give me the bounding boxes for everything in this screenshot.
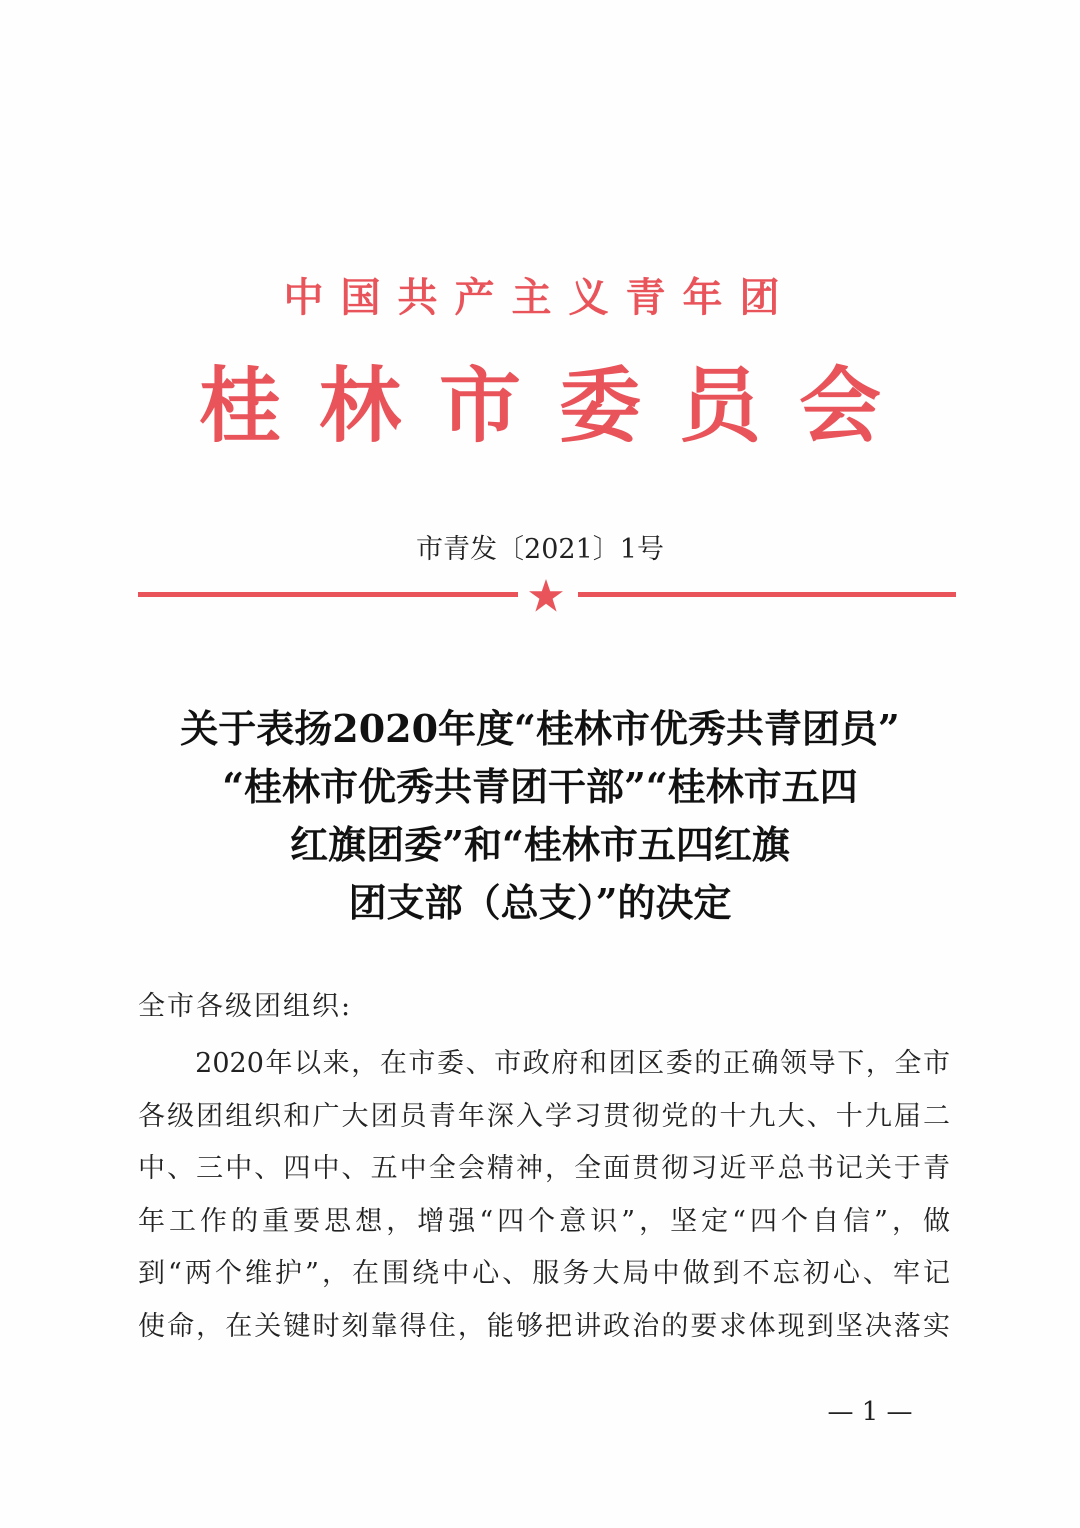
body-line: 中、三中、四中、五中全会精神，全面贯彻习近平总书记关于青 <box>138 1153 950 1184</box>
title-line: 关于表扬2020年度“桂林市优秀共青团员” <box>180 706 900 751</box>
body-line: 到“两个维护”，在围绕中心、服务大局中做到不忘初心、牢记 <box>138 1258 950 1289</box>
title-line: “桂林市优秀共青团干部”“桂林市五四 <box>222 764 858 809</box>
body-line: 各级团组织和广大团员青年深入学习贯彻党的十九大、十九届二 <box>138 1100 950 1132</box>
red-divider-left <box>138 592 518 597</box>
star-icon <box>528 578 564 614</box>
issuer-organization-line2: 桂林市委员会 <box>198 358 919 454</box>
title-line: 团支部（总支）”的决定 <box>348 880 732 925</box>
document-number: 市青发〔2021〕1号 <box>416 534 664 565</box>
document-title <box>120 700 960 932</box>
body-line: 2020年以来，在市委、市政府和团区委的正确领导下，全市 <box>138 1048 950 1079</box>
red-divider-right <box>578 592 956 597</box>
body-paragraph <box>138 1038 950 1353</box>
issuer-organization-line1: 中国共产主义青年团 <box>283 274 797 321</box>
title-line: 红旗团委”和“桂林市五四红旗 <box>290 822 790 867</box>
page-number: — 1 — <box>827 1397 913 1427</box>
body-line: 使命，在关键时刻靠得住，能够把讲政治的要求体现到坚决落实 <box>138 1310 950 1342</box>
salutation: 全市各级团组织: <box>138 991 353 1022</box>
body-line: 年工作的重要思想，增强“四个意识”，坚定“四个自信”，做 <box>138 1205 950 1237</box>
